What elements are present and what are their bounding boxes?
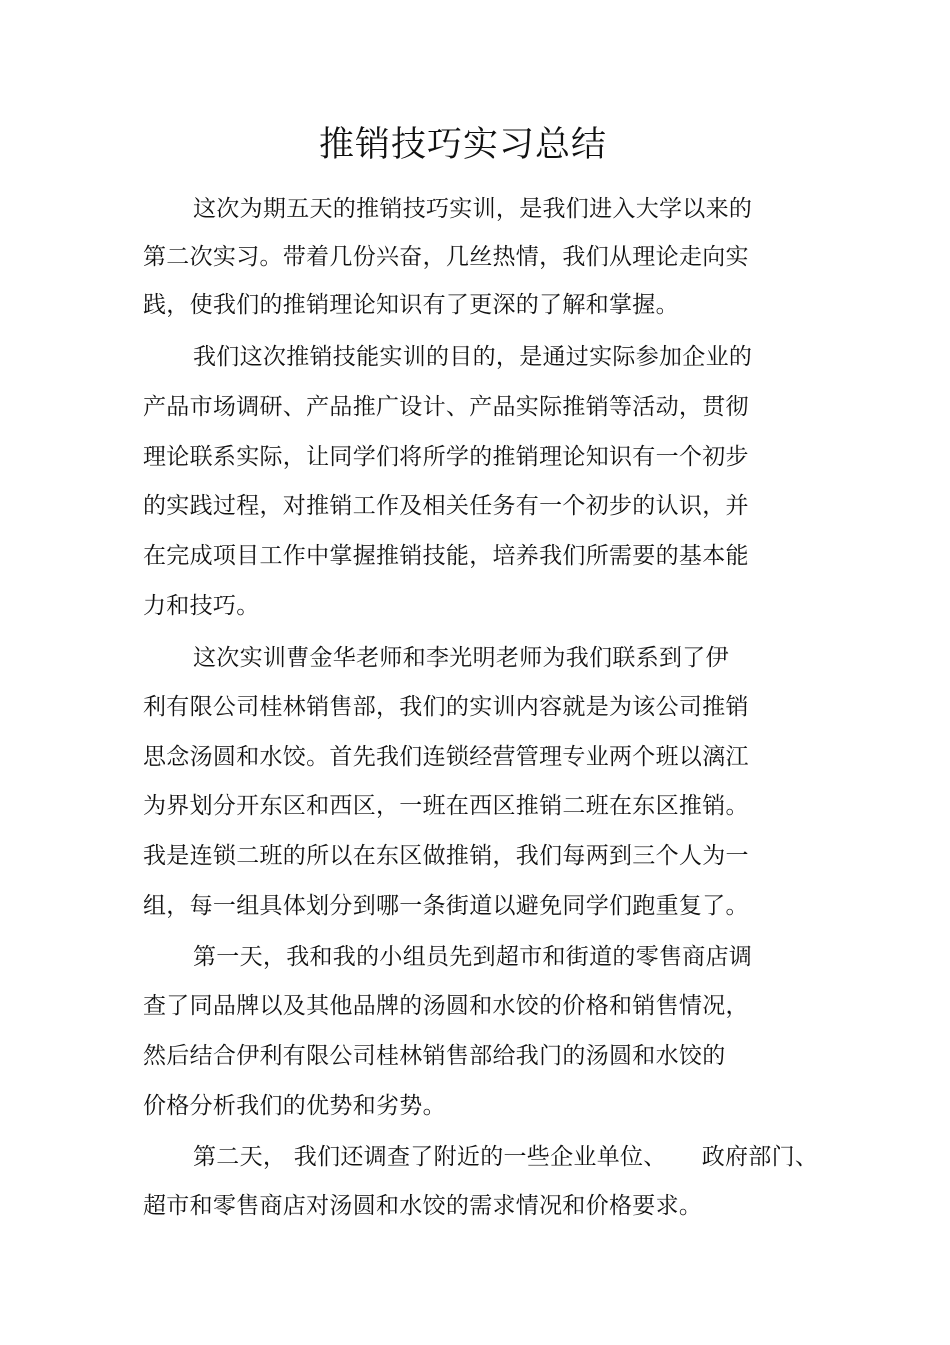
paragraph-4-line-3: 然后结合伊利有限公司桂林销售部给我门的汤圆和水饺的 [143,1043,726,1069]
document-title: 推销技巧实习总结 [318,125,607,165]
paragraph-1-line-1: 这次为期五天的推销技巧实训，是我们进入大学以来的 [193,196,753,222]
paragraph-2-line-5: 在完成项目工作中掌握推销技能，培养我们所需要的基本能 [143,543,749,569]
paragraph-4-line-2: 查了同品牌以及其他品牌的汤圆和水饺的价格和销售情况， [143,993,749,1019]
paragraph-5-line-1: 第二天， 我们还调查了附近的一些企业单位、 政府部门、 [193,1144,819,1170]
paragraph-2-line-6: 力和技巧。 [143,593,260,619]
paragraph-4-line-4: 价格分析我们的优势和劣势。 [143,1093,446,1119]
paragraph-4-line-1: 第一天，我和我的小组员先到超市和街道的零售商店调 [193,944,753,970]
paragraph-3-line-2: 利有限公司桂林销售部，我们的实训内容就是为该公司推销 [143,694,749,720]
paragraph-2-line-2: 产品市场调研、产品推广设计、产品实际推销等活动，贯彻 [143,394,749,420]
paragraph-2-line-4: 的实践过程，对推销工作及相关任务有一个初步的认识，并 [143,493,749,519]
paragraph-2-line-3: 理论联系实际，让同学们将所学的推销理论知识有一个初步 [143,444,749,470]
paragraph-2-line-1: 我们这次推销技能实训的目的，是通过实际参加企业的 [193,344,753,370]
paragraph-3-line-5: 我是连锁二班的所以在东区做推销，我们每两到三个人为一 [143,843,749,869]
paragraph-3-line-3: 思念汤圆和水饺。首先我们连锁经营管理专业两个班以漓江 [143,744,749,770]
paragraph-3-line-4: 为界划分开东区和西区，一班在西区推销二班在东区推销。 [143,793,749,819]
paragraph-1-line-3: 践，使我们的推销理论知识有了更深的了解和掌握。 [143,292,679,318]
paragraph-3-line-1: 这次实训曹金华老师和李光明老师为我们联系到了伊 [193,645,729,671]
paragraph-3-line-6: 组，每一组具体划分到哪一条街道以避免同学们跑重复了。 [143,893,749,919]
paragraph-1-line-2: 第二次实习。带着几份兴奋，几丝热情，我们从理论走向实 [143,244,749,270]
paragraph-5-line-2: 超市和零售商店对汤圆和水饺的需求情况和价格要求。 [143,1193,703,1219]
